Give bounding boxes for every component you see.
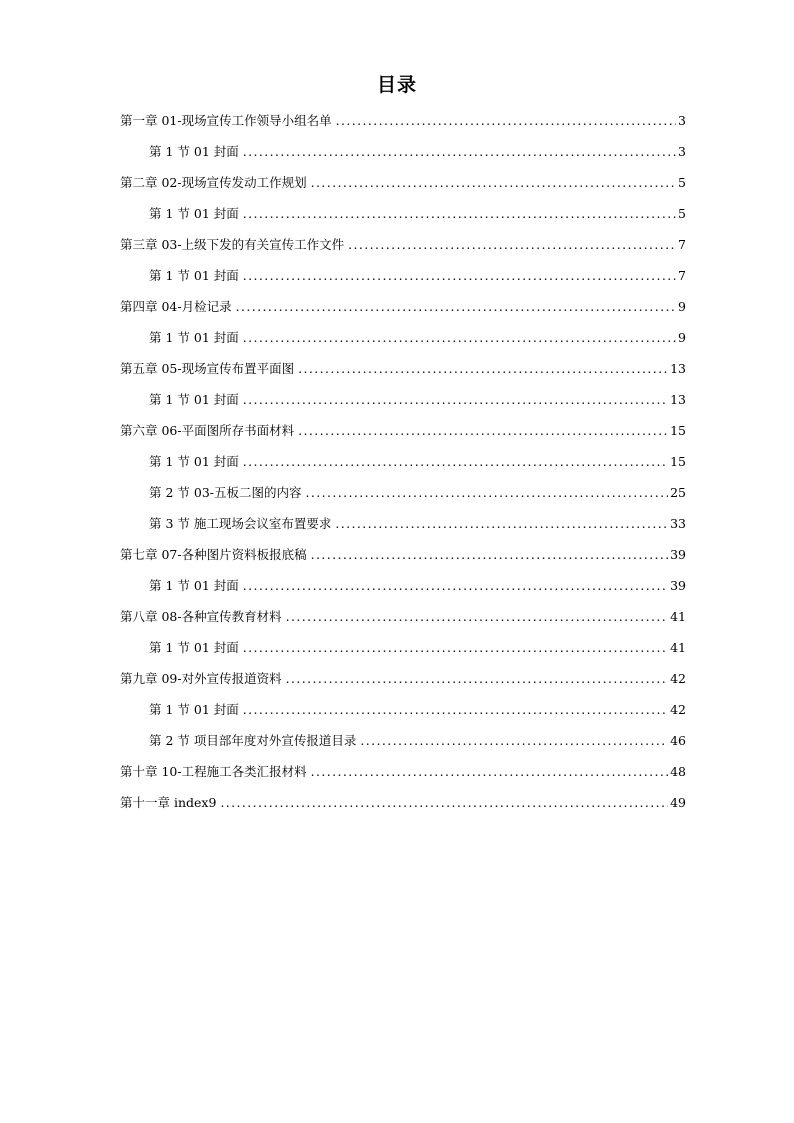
toc-entry-label: 第一章 01-现场宣传工作领导小组名单 xyxy=(120,113,332,128)
toc-dot-leader xyxy=(236,294,676,320)
toc-entry-label: 第 1 节 01 封面 xyxy=(149,206,239,221)
toc-dot-leader xyxy=(306,480,669,506)
toc-dot-leader xyxy=(243,697,668,723)
toc-page-number: 39 xyxy=(670,578,686,593)
toc-dot-leader xyxy=(335,511,668,537)
toc-section-entry[interactable] xyxy=(120,728,686,759)
toc-dot-leader xyxy=(243,139,676,165)
toc-chapter-entry[interactable] xyxy=(120,604,686,635)
toc-section-entry[interactable] xyxy=(120,635,686,666)
toc-section-entry[interactable] xyxy=(120,139,686,170)
toc-dot-leader xyxy=(311,759,668,785)
toc-entry-label: 第五章 05-现场宣传布置平面图 xyxy=(120,361,295,376)
toc-page-number: 46 xyxy=(670,733,686,748)
toc-entry-label: 第 1 节 01 封面 xyxy=(149,144,239,159)
toc-chapter-entry[interactable] xyxy=(120,542,686,573)
toc-entry-label: 第 1 节 01 封面 xyxy=(149,640,239,655)
toc-page-number: 15 xyxy=(670,454,686,469)
toc-page-number: 13 xyxy=(670,392,686,407)
toc-entry-label: 第 1 节 01 封面 xyxy=(149,454,239,469)
toc-entry-label: 第三章 03-上级下发的有关宣传工作文件 xyxy=(120,237,345,252)
toc-entry-label: 第 1 节 01 封面 xyxy=(149,578,239,593)
toc-page-number: 25 xyxy=(670,485,686,500)
toc-entry-label: 第七章 07-各种图片资料板报底稿 xyxy=(120,547,307,562)
toc-dot-leader xyxy=(298,418,668,444)
toc-entry-label: 第八章 08-各种宣传教育材料 xyxy=(120,609,282,624)
toc-page-number: 7 xyxy=(678,237,686,252)
toc-chapter-entry[interactable] xyxy=(120,759,686,790)
toc-entry-label: 第十一章 index9 xyxy=(120,795,217,810)
toc-dot-leader xyxy=(243,387,668,413)
toc-page-number: 33 xyxy=(670,516,686,531)
toc-dot-leader xyxy=(311,170,676,196)
toc-page-number: 41 xyxy=(670,609,686,624)
toc-entry-label: 第 2 节 项目部年度对外宣传报道目录 xyxy=(149,733,357,748)
toc-page-number: 5 xyxy=(678,206,686,221)
toc-dot-leader xyxy=(360,728,668,754)
toc-page-number: 42 xyxy=(670,671,686,686)
toc-entry-label: 第 3 节 施工现场会议室布置要求 xyxy=(149,516,332,531)
toc-entry-label: 第 1 节 01 封面 xyxy=(149,330,239,345)
toc-chapter-entry[interactable] xyxy=(120,418,686,449)
toc-dot-leader xyxy=(298,356,668,382)
toc-chapter-entry[interactable] xyxy=(120,232,686,263)
toc-chapter-entry[interactable] xyxy=(120,666,686,697)
toc-page-number: 42 xyxy=(670,702,686,717)
toc-entry-label: 第九章 09-对外宣传报道资料 xyxy=(120,671,282,686)
toc-dot-leader xyxy=(336,108,676,134)
toc-chapter-entry[interactable] xyxy=(120,356,686,387)
toc-dot-leader xyxy=(243,635,668,661)
toc-page-number: 9 xyxy=(678,299,686,314)
toc-dot-leader xyxy=(243,573,668,599)
toc-dot-leader xyxy=(220,790,668,816)
toc-page-number: 9 xyxy=(678,330,686,345)
toc-entry-label: 第十章 10-工程施工各类汇报材料 xyxy=(120,764,307,779)
toc-dot-leader xyxy=(243,263,676,289)
toc-section-entry[interactable] xyxy=(120,201,686,232)
toc-page-number: 13 xyxy=(670,361,686,376)
toc-section-entry[interactable] xyxy=(120,325,686,356)
toc-dot-leader xyxy=(286,604,668,630)
toc-list xyxy=(120,108,686,821)
toc-page-number: 3 xyxy=(678,113,686,128)
toc-page-number: 49 xyxy=(670,795,686,810)
toc-page-number: 48 xyxy=(670,764,686,779)
toc-entry-label: 第六章 06-平面图所存书面材料 xyxy=(120,423,295,438)
toc-chapter-entry[interactable] xyxy=(120,108,686,139)
toc-entry-label: 第 2 节 03-五板二图的内容 xyxy=(149,485,302,500)
toc-page-number: 3 xyxy=(678,144,686,159)
toc-dot-leader xyxy=(348,232,676,258)
toc-page-number: 15 xyxy=(670,423,686,438)
toc-dot-leader xyxy=(311,542,668,568)
toc-dot-leader xyxy=(286,666,668,692)
toc-dot-leader xyxy=(243,325,676,351)
toc-chapter-entry[interactable] xyxy=(120,294,686,325)
toc-entry-label: 第四章 04-月检记录 xyxy=(120,299,232,314)
toc-section-entry[interactable] xyxy=(120,697,686,728)
toc-section-entry[interactable] xyxy=(120,480,686,511)
toc-section-entry[interactable] xyxy=(120,449,686,480)
toc-page-number: 39 xyxy=(670,547,686,562)
toc-entry-label: 第 1 节 01 封面 xyxy=(149,702,239,717)
toc-page-number: 41 xyxy=(670,640,686,655)
toc-entry-label: 第二章 02-现场宣传发动工作规划 xyxy=(120,175,307,190)
toc-page-number: 7 xyxy=(678,268,686,283)
toc-title: 目录 xyxy=(376,74,417,96)
toc-chapter-entry[interactable] xyxy=(120,170,686,201)
toc-dot-leader xyxy=(243,449,668,475)
toc-chapter-entry[interactable] xyxy=(120,790,686,821)
toc-entry-label: 第 1 节 01 封面 xyxy=(149,268,239,283)
toc-section-entry[interactable] xyxy=(120,263,686,294)
toc-section-entry[interactable] xyxy=(120,573,686,604)
toc-dot-leader xyxy=(243,201,676,227)
toc-section-entry[interactable] xyxy=(120,387,686,418)
toc-section-entry[interactable] xyxy=(120,511,686,542)
toc-entry-label: 第 1 节 01 封面 xyxy=(149,392,239,407)
toc-page-number: 5 xyxy=(678,175,686,190)
